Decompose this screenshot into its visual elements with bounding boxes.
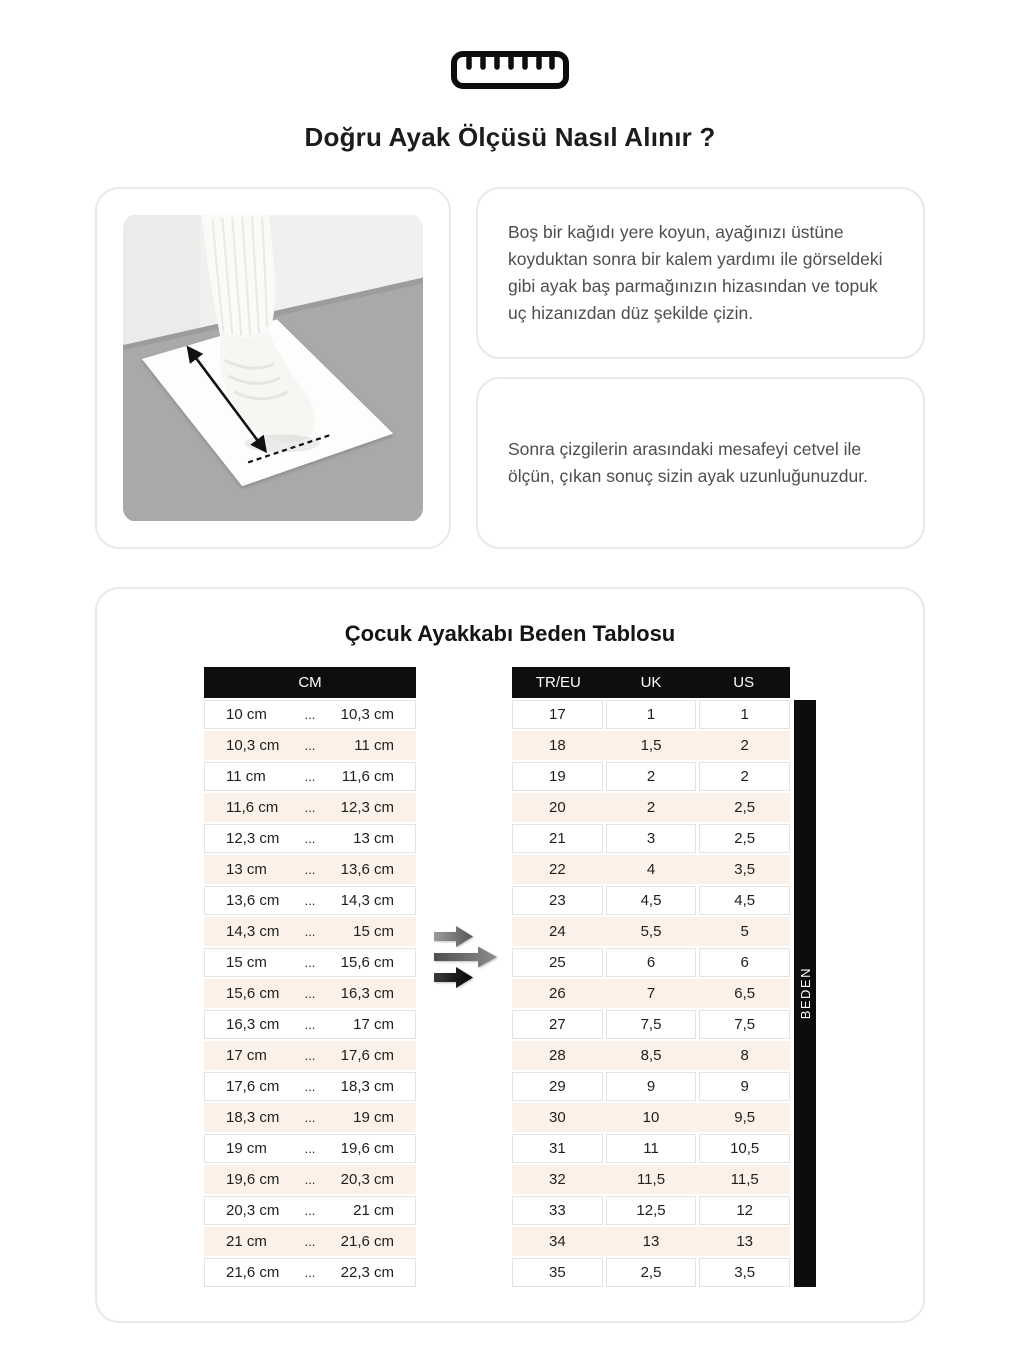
us-size-value: 9,5 <box>699 1103 790 1132</box>
cm-table-row <box>204 855 416 884</box>
cm-to-value: 14,3 cm <box>340 892 394 909</box>
cm-to-value: 16,3 cm <box>340 985 394 1002</box>
shoe-size-table <box>512 667 790 1289</box>
cm-table-row <box>204 886 416 915</box>
size-table-row <box>512 855 790 884</box>
cm-from-value: 20,3 cm <box>226 1202 280 1219</box>
size-table-header-uk: UK <box>640 674 662 691</box>
cm-from-value: 21 cm <box>226 1233 267 1250</box>
size-table-row <box>512 700 790 729</box>
range-dots: ... <box>304 831 316 846</box>
range-dots: ... <box>304 1141 316 1156</box>
instruction-card-step1 <box>476 187 925 359</box>
size-table-body <box>512 700 790 1287</box>
range-dots: ... <box>304 738 316 753</box>
us-size-value: 10,5 <box>699 1134 790 1163</box>
uk-size-value: 5,5 <box>606 917 697 946</box>
cm-from-value: 18,3 cm <box>226 1109 280 1126</box>
instruction-step2-text: Sonra çizgilerin arasındaki mesafeyi cetvel ile ölçün, çıkan sonuç sizin ayak uzunluğunuzdur. <box>508 438 868 486</box>
cm-table-row <box>204 1196 416 1225</box>
cm-to-value: 21 cm <box>353 1202 394 1219</box>
treu-size-value: 31 <box>512 1134 603 1163</box>
size-table-row <box>512 762 790 791</box>
cm-from-value: 17 cm <box>226 1047 267 1064</box>
cm-range-table <box>204 667 416 1289</box>
cm-table-row <box>204 1258 416 1287</box>
cm-to-value: 13,6 cm <box>340 861 394 878</box>
uk-size-value: 4,5 <box>606 886 697 915</box>
size-table-header-treu: TR/EU <box>535 674 581 691</box>
ruler-icon <box>450 50 570 90</box>
us-size-value: 3,5 <box>699 855 790 884</box>
treu-size-value: 25 <box>512 948 603 977</box>
treu-size-value: 23 <box>512 886 603 915</box>
size-table-header-row <box>512 667 790 698</box>
range-dots: ... <box>304 1079 316 1094</box>
range-dots: ... <box>304 1265 316 1280</box>
range-dots: ... <box>304 800 316 815</box>
cm-to-value: 15,6 cm <box>340 954 394 971</box>
foot-measurement-image-card <box>95 187 451 549</box>
uk-size-value: 8,5 <box>606 1041 697 1070</box>
size-table-card <box>95 587 925 1323</box>
uk-size-value: 9 <box>606 1072 697 1101</box>
cm-from-value: 15,6 cm <box>226 985 280 1002</box>
us-size-value: 13 <box>699 1227 790 1256</box>
uk-size-value: 4 <box>606 855 697 884</box>
cm-to-value: 20,3 cm <box>340 1171 394 1188</box>
cm-table-body <box>204 700 416 1287</box>
cm-table-header: CM <box>204 667 416 698</box>
us-size-value: 2 <box>699 762 790 791</box>
us-size-value: 8 <box>699 1041 790 1070</box>
cm-table-row <box>204 917 416 946</box>
header-icon-wrap <box>0 50 1020 90</box>
cm-table-row <box>204 1041 416 1070</box>
us-size-value: 7,5 <box>699 1010 790 1039</box>
treu-size-value: 17 <box>512 700 603 729</box>
cm-table-row <box>204 731 416 760</box>
uk-size-value: 6 <box>606 948 697 977</box>
treu-size-value: 24 <box>512 917 603 946</box>
beden-label: BEDEN <box>797 967 813 1020</box>
size-table-row <box>512 793 790 822</box>
treu-size-value: 21 <box>512 824 603 853</box>
cm-from-value: 13,6 cm <box>226 892 280 909</box>
cm-table-row <box>204 762 416 791</box>
uk-size-value: 7,5 <box>606 1010 697 1039</box>
uk-size-value: 12,5 <box>606 1196 697 1225</box>
cm-to-value: 11,6 cm <box>341 768 394 785</box>
size-table-row <box>512 1165 790 1194</box>
cm-to-value: 18,3 cm <box>340 1078 394 1095</box>
size-table-row <box>512 824 790 853</box>
cm-table-row <box>204 700 416 729</box>
cm-table-row <box>204 1165 416 1194</box>
size-tables-row <box>97 667 923 1289</box>
size-table-row <box>512 1258 790 1287</box>
treu-size-value: 29 <box>512 1072 603 1101</box>
cm-to-value: 10,3 cm <box>340 706 394 723</box>
uk-size-value: 11,5 <box>606 1165 697 1194</box>
cm-to-value: 21,6 cm <box>340 1233 394 1250</box>
cm-to-value: 11 cm <box>354 737 394 754</box>
uk-size-value: 2 <box>606 762 697 791</box>
range-dots: ... <box>304 924 316 939</box>
cm-table-row <box>204 1134 416 1163</box>
uk-size-value: 7 <box>606 979 697 1008</box>
arrow-zone <box>416 667 512 1289</box>
page-title: Doğru Ayak Ölçüsü Nasıl Alınır ? <box>304 122 716 152</box>
range-dots: ... <box>304 1203 316 1218</box>
size-table-row <box>512 917 790 946</box>
uk-size-value: 2 <box>606 793 697 822</box>
range-dots: ... <box>304 1017 316 1032</box>
uk-size-value: 10 <box>606 1103 697 1132</box>
treu-size-value: 34 <box>512 1227 603 1256</box>
range-dots: ... <box>304 986 316 1001</box>
us-size-value: 9 <box>699 1072 790 1101</box>
cm-to-value: 19,6 cm <box>340 1140 394 1157</box>
instruction-step1-text: Boş bir kağıdı yere koyun, ayağınızı üstüne koyduktan sonra bir kalem yardımı ile görseldeki gibi ayak baş parmağınızın hizasından ve topuk uç hizanızdan düz şekilde çizin. <box>508 221 883 324</box>
cm-table-row <box>204 979 416 1008</box>
treu-size-value: 26 <box>512 979 603 1008</box>
range-dots: ... <box>304 893 316 908</box>
us-size-value: 5 <box>699 917 790 946</box>
cm-table-row <box>204 1010 416 1039</box>
cm-to-value: 12,3 cm <box>340 799 394 816</box>
uk-size-value: 2,5 <box>606 1258 697 1287</box>
treu-size-value: 18 <box>512 731 603 760</box>
size-table-row <box>512 1072 790 1101</box>
treu-size-value: 22 <box>512 855 603 884</box>
cm-to-value: 17 cm <box>353 1016 394 1033</box>
cm-table-row <box>204 824 416 853</box>
cm-from-value: 10,3 cm <box>226 737 280 754</box>
range-dots: ... <box>304 1110 316 1125</box>
uk-size-value: 1,5 <box>606 731 697 760</box>
cm-to-value: 15 cm <box>353 923 394 940</box>
cm-from-value: 21,6 cm <box>226 1264 280 1281</box>
cm-table-row <box>204 1227 416 1256</box>
size-table-row <box>512 1010 790 1039</box>
us-size-value: 2,5 <box>699 824 790 853</box>
cm-from-value: 19 cm <box>226 1140 267 1157</box>
instruction-card-step2 <box>476 377 925 549</box>
cm-from-value: 13 cm <box>226 861 267 878</box>
cm-to-value: 17,6 cm <box>340 1047 394 1064</box>
range-dots: ... <box>304 955 316 970</box>
size-table-row <box>512 1227 790 1256</box>
range-dots: ... <box>304 707 316 722</box>
size-table-row <box>512 1041 790 1070</box>
measurement-guide-section <box>95 187 925 549</box>
transfer-arrows-icon <box>433 924 503 990</box>
treu-size-value: 27 <box>512 1010 603 1039</box>
foot-measurement-illustration <box>123 214 423 522</box>
range-dots: ... <box>304 862 316 877</box>
treu-size-value: 32 <box>512 1165 603 1194</box>
us-size-value: 6 <box>699 948 790 977</box>
cm-to-value: 22,3 cm <box>340 1264 394 1281</box>
size-table-row <box>512 948 790 977</box>
cm-to-value: 13 cm <box>353 830 394 847</box>
us-size-value: 3,5 <box>699 1258 790 1287</box>
cm-from-value: 15 cm <box>226 954 267 971</box>
size-table-title: Çocuk Ayakkabı Beden Tablosu <box>344 621 676 646</box>
treu-size-value: 35 <box>512 1258 603 1287</box>
uk-size-value: 13 <box>606 1227 697 1256</box>
size-table-row <box>512 979 790 1008</box>
cm-from-value: 12,3 cm <box>226 830 280 847</box>
beden-vertical-strip <box>794 700 816 1287</box>
cm-from-value: 19,6 cm <box>226 1171 280 1188</box>
cm-from-value: 17,6 cm <box>226 1078 280 1095</box>
uk-size-value: 3 <box>606 824 697 853</box>
size-table-row <box>512 1103 790 1132</box>
cm-from-value: 11,6 cm <box>226 799 279 816</box>
size-table-row <box>512 1134 790 1163</box>
uk-size-value: 11 <box>606 1134 697 1163</box>
uk-size-value: 1 <box>606 700 697 729</box>
instruction-cards <box>476 187 925 549</box>
us-size-value: 6,5 <box>699 979 790 1008</box>
range-dots: ... <box>304 1048 316 1063</box>
us-size-value: 4,5 <box>699 886 790 915</box>
treu-size-value: 28 <box>512 1041 603 1070</box>
us-size-value: 2,5 <box>699 793 790 822</box>
cm-from-value: 11 cm <box>226 768 266 785</box>
size-table-row <box>512 1196 790 1225</box>
cm-from-value: 16,3 cm <box>226 1016 280 1033</box>
us-size-value: 1 <box>699 700 790 729</box>
range-dots: ... <box>304 769 316 784</box>
cm-from-value: 10 cm <box>226 706 267 723</box>
size-table-header-us: US <box>733 674 755 691</box>
cm-table-row <box>204 1072 416 1101</box>
cm-from-value: 14,3 cm <box>226 923 280 940</box>
size-table-row <box>512 731 790 760</box>
treu-size-value: 30 <box>512 1103 603 1132</box>
treu-size-value: 33 <box>512 1196 603 1225</box>
treu-size-value: 19 <box>512 762 603 791</box>
treu-size-value: 20 <box>512 793 603 822</box>
us-size-value: 11,5 <box>699 1165 790 1194</box>
range-dots: ... <box>304 1234 316 1249</box>
size-table-row <box>512 886 790 915</box>
range-dots: ... <box>304 1172 316 1187</box>
cm-table-row <box>204 793 416 822</box>
cm-to-value: 19 cm <box>353 1109 394 1126</box>
us-size-value: 12 <box>699 1196 790 1225</box>
cm-table-row <box>204 948 416 977</box>
us-size-value: 2 <box>699 731 790 760</box>
cm-table-row <box>204 1103 416 1132</box>
